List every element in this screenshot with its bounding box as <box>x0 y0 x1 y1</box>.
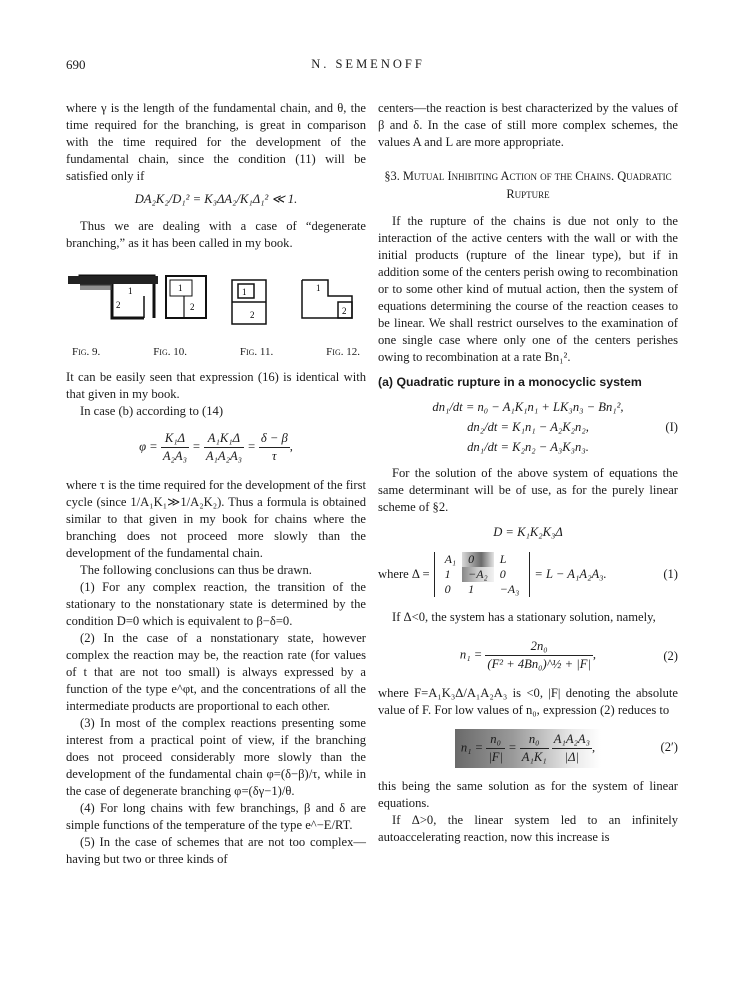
fig11-label-2: 2 <box>250 310 255 320</box>
fig9-label-1: 1 <box>128 286 133 296</box>
equation-2: n₁ = $\frac{\text{2n₀}}{\text{(F² + 4Bn₀)\textasciicircum{}½ + |F|}}$ , (2) <box>459 639 678 671</box>
equation-tag: (2′) <box>660 740 678 754</box>
paragraph: If Δ>0, the linear system led to an infinitely autoaccelerating reaction, now this increase is <box>378 813 678 844</box>
fraction: $\frac{\text{A₁K₁Δ}}{\text{A₁A₂A₃}}$ <box>205 431 243 463</box>
paragraph: Thus we are dealing with a case of “degenerate branching,” as it has been called in my book. <box>66 219 366 250</box>
fraction: $\frac{\text{A₁A₂A₃}}{|\Delta|}$ <box>553 732 590 764</box>
determinant-equation <box>378 547 678 601</box>
equation-tag: (2) <box>663 649 678 663</box>
paragraph: (1) For any complex reaction, the transition of the stationary to the nonstationary state is determined by the condition D=0 which is equivalent to β−δ=0. <box>66 580 366 628</box>
fraction: $\frac{\text{n₀}}{\text{A₁K₁}}$ <box>521 732 547 764</box>
where-label: where Δ = <box>378 566 430 581</box>
equation-tag: (1) <box>663 566 678 581</box>
paragraph: If Δ<0, the system has a stationary solution, namely, <box>392 610 656 624</box>
paragraph: this being the same solution as for the system of linear equations. <box>378 779 678 810</box>
equation: DA₂K₂/D₁² = K₃ΔA₂/K₁Δ₁² ≪ 1. <box>134 192 298 206</box>
fig12-caption: Fig. 12. <box>326 346 360 358</box>
figure-captions <box>72 344 360 361</box>
paragraph: The following conclusions can thus be drawn. <box>80 563 312 577</box>
equation: dn₂/dt = K₁n₁ − A₂K₂n₂, (I) <box>378 417 678 437</box>
fig9-label-2: 2 <box>116 300 121 310</box>
left-column <box>66 100 366 868</box>
fraction: $\frac{\text{2n₀}}{\text{(F² + 4Bn₀)\textasciicircum{}½ + |F|}}$ <box>487 639 591 671</box>
paragraph: centers—the reaction is best characterized by the values of β and δ. In the case of still more complex schemes, the values A and L are more appropriate. <box>378 101 678 149</box>
paragraph: (4) For long chains with few branchings, β and δ are simple functions of the temperature of the type e^−E/RT. <box>66 801 366 832</box>
section-heading: §3. Mutual Inhibiting Action of the Chains. Quadratic Rupture <box>384 169 672 201</box>
fig10-label-2: 2 <box>190 302 195 312</box>
determinant-matrix: A₁ 0 L 1 −A₂ 0 0 1 −A₃ <box>434 552 531 597</box>
paragraph: In case (b) according to (14) <box>80 404 224 418</box>
fig10-label-1: 1 <box>178 283 183 293</box>
figures-9-12 <box>66 266 366 336</box>
equation-D: D = K₁K₂K₃Δ <box>493 525 563 539</box>
paragraph: If the rupture of the chains is due not only to the interaction of the active centers with the wall or with the initial products (rupture of the linear type), but if in addition some of the centers perish owing to recombination or to some other kind of mutual action, then the system of equations determining the course of the reaction ceases to be linear. We shall restrict ourselves to the examination of one single case where only one of the centers perishes owing to recombination at a rate Bn₁². <box>378 214 678 364</box>
fig9-diagram <box>68 276 158 318</box>
fig11-caption: Fig. 11. <box>239 346 274 358</box>
equation-tag: (I) <box>665 420 678 434</box>
paragraph: (5) In the case of schemes that are not too complex—having but two or three kinds of <box>66 835 366 866</box>
fig10-caption: Fig. 10. <box>153 346 187 358</box>
fig11-label-1: 1 <box>242 287 247 297</box>
fig10-diagram <box>166 276 206 318</box>
paragraph: It can be easily seen that expression (16) is identical with that given in my book. <box>66 370 366 401</box>
paragraph: where F=A₁K₃Δ/A₁A₂A₃ is <0, |F| denoting the absolute value of F. For low values of n₀, expression (2) reduces to <box>378 686 678 717</box>
running-head-author: N. SEMENOFF <box>311 57 425 71</box>
equation: dn₁/dt = n₀ − A₁K₁n₁ + LK₃n₃ − Bn₁², <box>432 400 624 414</box>
equation-2-prime: n₁ = $\frac{\text{n₀}}{|F|}$ = $\frac{\text{n₀}}{\text{A₁K₁}}$ $\frac{\text{A₁A₂A₃}}{|\Delta|}$ , (2′) <box>378 729 678 768</box>
eq-sign: = <box>247 439 256 454</box>
page-number: 690 <box>66 57 86 72</box>
paragraph: (2) In the case of a nonstationary state, however complex the reaction may be, the reaction rate (for values of t that are not too small) is always expressed by a function of the type e^φt, and the concentrations of all the intermediate products are proportional to each other. <box>66 631 366 713</box>
eq-lhs: φ = <box>139 439 158 454</box>
determinant-rhs: = L − A₁A₂A₃. <box>534 566 607 581</box>
fig12-label-1: 1 <box>316 283 321 293</box>
paragraph: For the solution of the above system of equations the same determinant will be of use, as for the purely linear scheme of §2. <box>378 466 678 514</box>
fig9-caption: Fig. 9. <box>72 346 101 358</box>
paragraph: where τ is the time required for the development of the first cycle (since 1/A₁K₁≫1/A₂K₂). Thus a formula is obtained similar to that given in my book for chains where the branching does not proceed more slowly than the development of the fundamental chain. <box>66 478 366 560</box>
fig11-diagram <box>232 280 266 324</box>
fraction: $\frac{\text{n₀}}{|F|}$ <box>488 732 503 764</box>
equation-system-I <box>378 397 678 457</box>
paragraph: where γ is the length of the fundamental chain, and θ, the time required for the branching, is great in comparison with the time required for the development of the fundamental chain, since the condition (11) will be satisfied only if <box>66 101 366 183</box>
chain-scheme-diagrams <box>66 266 366 336</box>
paragraph: (3) In most of the complex reactions presenting some interest from a practical point of view, if the branching does not proceed considerably more slowly than the development of the fundamental chain φ=(δ−β)/τ, while in the case of degenerate branching φ=(δγ−1)/θ. <box>66 716 366 798</box>
right-column <box>378 100 678 846</box>
equation: dn₁/dt = K₂n₂ − A₃K₃n₃. <box>467 440 589 454</box>
fraction: $\frac{\delta - \beta}{\tau}$ <box>260 431 288 463</box>
eq-sign: = <box>192 439 201 454</box>
fraction: $\frac{\text{K₁Δ}}{\text{A₂A₃}}$ <box>162 431 187 463</box>
fig12-label-2: 2 <box>342 306 347 316</box>
subsection-heading: (a) Quadratic rupture in a monocyclic system <box>378 375 642 389</box>
equation-phi: φ = $\frac{\text{K₁Δ}}{\text{A₂A₃}}$ = $\frac{\text{A₁K₁Δ}}{\text{A₁A₂A₃}}$ = $\frac{\delta - \beta}{\tau}$ , <box>139 431 293 463</box>
